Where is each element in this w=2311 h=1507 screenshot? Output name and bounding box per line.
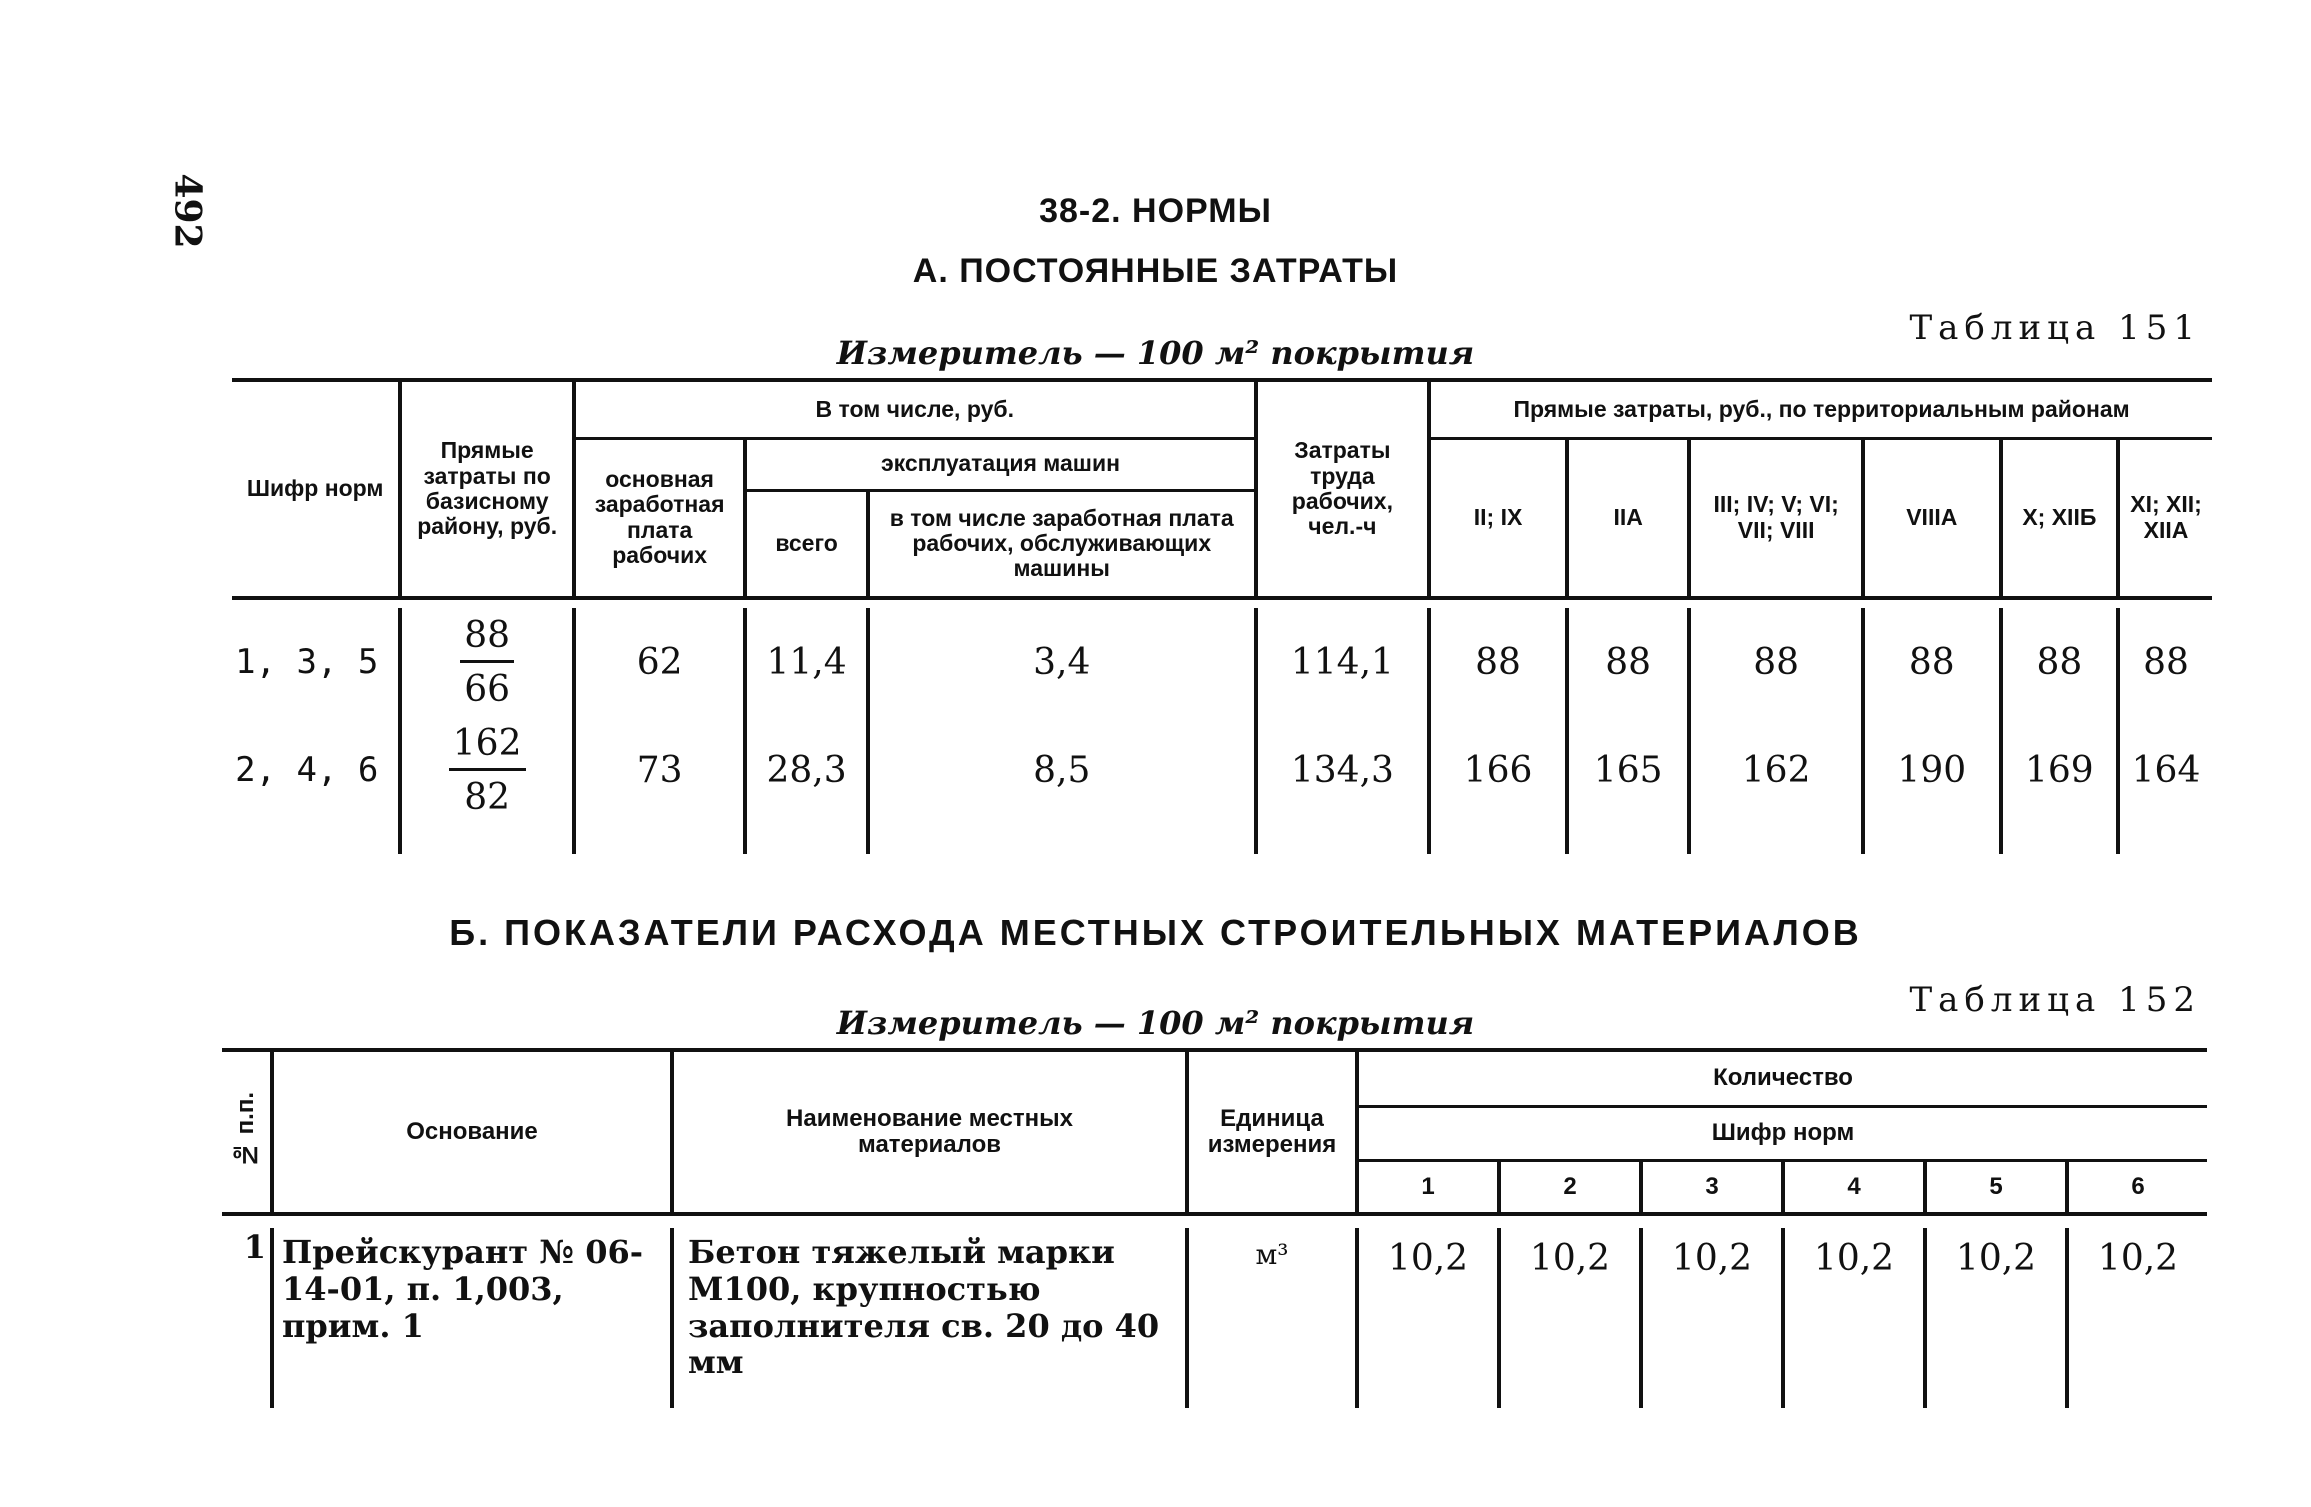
row-region-value: 88 — [2118, 608, 2212, 716]
table-151-measure: Измеритель — 100 м² покрытия — [836, 334, 1475, 372]
table-151 — [232, 382, 2212, 854]
table-151-label: Таблица 151 — [1909, 308, 2201, 348]
row-quantity: 10,2 — [1357, 1228, 1499, 1408]
header-code-6: 6 — [2067, 1160, 2207, 1214]
header-code-4: 4 — [1783, 1160, 1925, 1214]
header-regions-title: Прямые затраты, руб., по территориальным районам — [1429, 382, 2212, 438]
header-including: В том числе, руб. — [574, 382, 1256, 438]
table-row — [232, 608, 2212, 716]
header-code-2: 2 — [1499, 1160, 1641, 1214]
page-number: 492 — [166, 173, 209, 249]
row-region-value: 88 — [1429, 608, 1567, 716]
header-num: № п.п. — [232, 1092, 259, 1168]
header-code: Шифр норм — [1357, 1106, 2207, 1160]
header-region-5: X; XIIБ — [2001, 438, 2118, 598]
header-unit: Единица измерения — [1187, 1052, 1357, 1214]
row-region-value: 88 — [1567, 608, 1689, 716]
row-code: 2, 4, 6 — [235, 750, 379, 790]
row-region-value: 162 — [1689, 716, 1863, 824]
row-code: 1, 3, 5 — [235, 642, 379, 682]
row-unit: м³ — [1187, 1228, 1357, 1408]
row-region-value: 190 — [1863, 716, 2001, 824]
part-a-title: А. ПОСТОЯННЫЕ ЗАТРАТЫ — [912, 252, 1399, 290]
header-basis: Основание — [272, 1052, 672, 1214]
table-row — [232, 716, 2212, 824]
row-region-value: 88 — [2001, 608, 2118, 716]
part-b-title: Б. ПОКАЗАТЕЛИ РАСХОДА МЕСТНЫХ СТРОИТЕЛЬНЫХ МАТЕРИАЛОВ — [449, 912, 1862, 953]
row-wage: 73 — [574, 716, 745, 824]
row-direct-cost: $\frac{88}{66}$ — [400, 608, 574, 716]
header-region-2: IIА — [1567, 438, 1689, 598]
row-region-value: 88 — [1863, 608, 2001, 716]
table-152 — [222, 1052, 2207, 1408]
row-basis: Прейскурант № 06-14-01, п. 1,003, прим. 1 — [272, 1228, 672, 1408]
header-machines-total: всего — [745, 490, 867, 598]
row-region-value: 166 — [1429, 716, 1567, 824]
header-region-1: II; IX — [1429, 438, 1567, 598]
header-code-1: 1 — [1357, 1160, 1499, 1214]
table-152-label: Таблица 152 — [1909, 980, 2201, 1020]
header-machines: эксплуатация машин — [745, 438, 1255, 490]
row-machine-wage: 3,4 — [868, 608, 1256, 716]
header-code-3: 3 — [1641, 1160, 1783, 1214]
table-152-measure: Измеритель — 100 м² покрытия — [836, 1004, 1475, 1042]
row-quantity: 10,2 — [1783, 1228, 1925, 1408]
row-region-value: 164 — [2118, 716, 2212, 824]
row-material: Бетон тяжелый марки М100, крупностью заполнителя св. 20 до 40 мм — [672, 1228, 1187, 1408]
row-quantity: 10,2 — [2067, 1228, 2207, 1408]
row-direct-cost: $\frac{162}{82}$ — [400, 716, 574, 824]
section-title: 38-2. НОРМЫ — [1039, 192, 1272, 230]
row-machines-total: 11,4 — [745, 608, 867, 716]
header-material: Наименование местных материалов — [672, 1052, 1187, 1214]
row-labor: 114,1 — [1256, 608, 1430, 716]
row-num: 1 — [243, 1228, 266, 1266]
header-region-3: III; IV; V; VI; VII; VIII — [1689, 438, 1863, 598]
header-wage: основная заработная плата рабочих — [574, 438, 745, 598]
header-labor: Затраты труда рабочих, чел.-ч — [1256, 382, 1430, 598]
header-machine-wage: в том числе заработная плата рабочих, обслуживающих машины — [868, 490, 1256, 598]
header-quantity: Количество — [1357, 1052, 2207, 1106]
row-quantity: 10,2 — [1641, 1228, 1783, 1408]
row-region-value: 169 — [2001, 716, 2118, 824]
row-machines-total: 28,3 — [745, 716, 867, 824]
header-region-6: XI; XII; XIIА — [2118, 438, 2212, 598]
header-region-4: VIIIА — [1863, 438, 2001, 598]
header-code: Шифр норм — [246, 475, 384, 502]
row-quantity: 10,2 — [1925, 1228, 2067, 1408]
row-region-value: 165 — [1567, 716, 1689, 824]
row-quantity: 10,2 — [1499, 1228, 1641, 1408]
row-machine-wage: 8,5 — [868, 716, 1256, 824]
row-region-value: 88 — [1689, 608, 1863, 716]
table-row — [222, 1228, 2207, 1408]
row-labor: 134,3 — [1256, 716, 1430, 824]
header-direct-cost: Прямые затраты по базисному району, руб. — [400, 382, 574, 598]
row-wage: 62 — [574, 608, 745, 716]
header-code-5: 5 — [1925, 1160, 2067, 1214]
